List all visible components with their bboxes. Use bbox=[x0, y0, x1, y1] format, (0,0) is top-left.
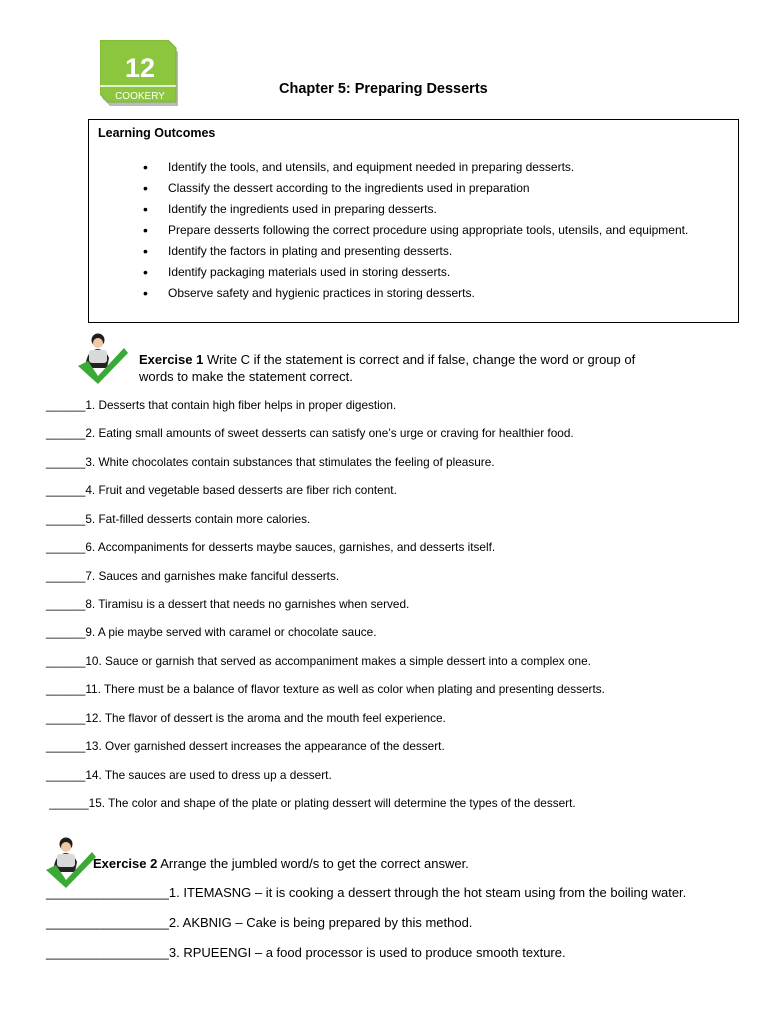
exercise1-item: ______4. Fruit and vegetable based desserts are fiber rich content. bbox=[46, 483, 397, 497]
outcome-item: • Identify the ingredients used in preparing desserts. bbox=[143, 200, 703, 218]
exercise1-item: ______7. Sauces and garnishes make fanciful desserts. bbox=[46, 569, 340, 583]
learning-outcomes-list bbox=[143, 158, 703, 305]
exercise1-item: ______6. Accompaniments for desserts maybe sauces, garnishes, and desserts itself. bbox=[46, 540, 496, 554]
outcome-item: • Identify the tools, and utensils, and equipment needed in preparing desserts. bbox=[143, 158, 703, 176]
exercise1-item: ______9. A pie maybe served with caramel or chocolate sauce. bbox=[46, 625, 377, 639]
exercise1-item: ______1. Desserts that contain high fiber helps in proper digestion. bbox=[46, 398, 397, 412]
exercise1-item: ______10. Sauce or garnish that served as accompaniment makes a simple dessert into a complex one. bbox=[46, 654, 591, 668]
grade-number: 12 bbox=[124, 53, 156, 83]
learning-outcomes-title: Learning Outcomes bbox=[98, 126, 216, 140]
exercise1-item: ______3. White chocolates contain substances that stimulates the feeling of pleasure. bbox=[46, 455, 495, 469]
exercise1-instruction-line2: words to make the statement correct. bbox=[139, 369, 353, 384]
exercise1-item: ______5. Fat-filled desserts contain more calories. bbox=[46, 512, 311, 526]
exercise1-item: ______2. Eating small amounts of sweet desserts can satisfy one’s urge or craving for healthier food. bbox=[46, 426, 574, 440]
grade-subject: COOKERY bbox=[115, 91, 165, 102]
exercise2-item: _________________2. AKBNIG – Cake is being prepared by this method. bbox=[46, 915, 473, 930]
outcome-item: • Prepare desserts following the correct procedure using appropriate tools, utensils, and equipment. bbox=[143, 221, 703, 239]
exercise2-item: _________________3. RPUEENGI – a food processor is used to produce smooth texture. bbox=[46, 945, 566, 960]
outcome-item: • Identify packaging materials used in storing desserts. bbox=[143, 263, 703, 281]
learning-outcomes-box bbox=[88, 119, 739, 323]
exercise2-instruction bbox=[93, 855, 469, 872]
outcome-item: • Observe safety and hygienic practices in storing desserts. bbox=[143, 284, 703, 302]
exercise1-item: ______14. The sauces are used to dress up a dessert. bbox=[46, 768, 332, 782]
exercise2-instruction-text: Arrange the jumbled word/s to get the correct answer. bbox=[160, 856, 469, 871]
teacher-check-icon bbox=[44, 832, 98, 888]
chapter-title: Chapter 5: Preparing Desserts bbox=[279, 81, 488, 97]
exercise1-instruction-line1: Write C if the statement is correct and if false, change the word or group of bbox=[206, 352, 636, 367]
outcome-item: • Classify the dessert according to the ingredients used in preparation bbox=[143, 179, 703, 197]
exercise1-item: ______13. Over garnished dessert increases the appearance of the dessert. bbox=[46, 739, 445, 753]
exercise1-item: ______11. There must be a balance of flavor texture as well as color when plating and presenting desserts. bbox=[46, 682, 605, 696]
grade-badge bbox=[100, 40, 180, 110]
exercise1-item: ______8. Tiramisu is a dessert that needs no garnishes when served. bbox=[46, 597, 410, 611]
outcome-item: • Identify the factors in plating and presenting desserts. bbox=[143, 242, 703, 260]
exercise1-item: ______15. The color and shape of the plate or plating dessert will determine the types of the dessert. bbox=[46, 796, 576, 810]
teacher-check-icon bbox=[76, 328, 130, 384]
exercise2-label: Exercise 2 bbox=[93, 856, 158, 871]
exercise1-label: Exercise 1 bbox=[139, 352, 204, 367]
exercise1-item: ______12. The flavor of dessert is the aroma and the mouth feel experience. bbox=[46, 711, 446, 725]
exercise2-item: _________________1. ITEMASNG – it is cooking a dessert through the hot steam using from the boiling water. bbox=[46, 885, 687, 900]
exercise1-instruction bbox=[139, 351, 635, 385]
